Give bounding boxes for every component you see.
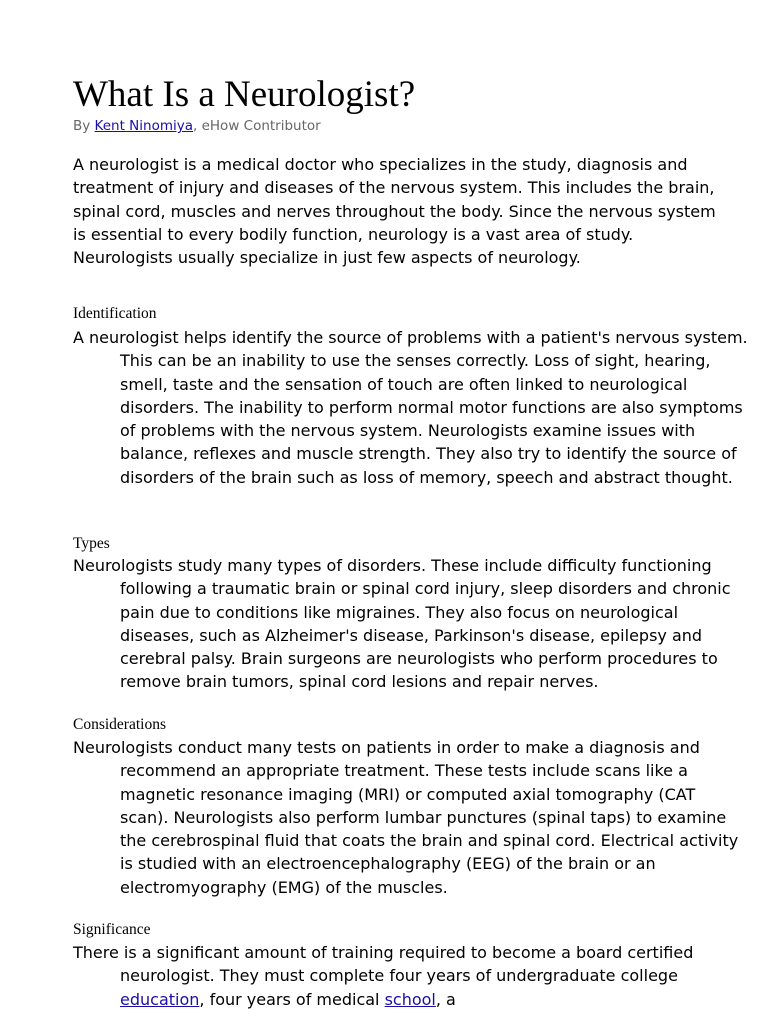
significance-text-2: , four years of medical <box>199 989 385 1009</box>
section-heading-identification: Identification <box>73 305 157 322</box>
section-body-identification: A neurologist helps identify the source of problems with a patient's nervous system. This can be an inability to use the senses correctly. Loss of sight, hearing, smell, taste and the sensation of touch are often linked to neurological disorders. The inability to perform normal motor functions are also symptoms of problems with the nervous system. Neurologists examine issues with balance, reflexes and muscle strength. They also try to identify the source of disorders of the brain such as loss of memory, speech and abstract thought. <box>73 328 748 487</box>
byline-prefix: By <box>73 118 95 134</box>
significance-text-1: There is a significant amount of training required to become a board certified neurologist. They must complete four years of undergraduate college <box>73 943 694 986</box>
intro-paragraph: A neurologist is a medical doctor who specializes in the study, diagnosis and treatment of injury and diseases of the nervous system. This includes the brain, spinal cord, muscles and nerves throughout the body. Since the nervous system is essential to every bodily function, neurology is a vast area of study. Neurologists usually specialize in just few aspects of neurology. <box>73 155 716 268</box>
section-heading-types: Types <box>73 535 110 552</box>
article-title: What Is a Neurologist? <box>73 74 416 115</box>
section-heading-considerations: Considerations <box>73 716 166 733</box>
section-body-types: Neurologists study many types of disorders. These include difficulty functioning following a traumatic brain or spinal cord injury, sleep disorders and chronic pain due to conditions like migraines. They also focus on neurological diseases, such as Alzheimer's disease, Parkinson's disease, epilepsy and cerebral palsy. Brain surgeons are neurologists who perform procedures to remove brain tumors, spinal cord lesions and repair nerves. <box>73 556 731 692</box>
byline-suffix: , eHow Contributor <box>193 118 321 134</box>
section-heading-significance: Significance <box>73 921 151 938</box>
section-body-considerations: Neurologists conduct many tests on patients in order to make a diagnosis and recommend an appropriate treatment. These tests include scans like a magnetic resonance imaging (MRI) or computed axial tomography (CAT scan). Neurologists also perform lumbar punctures (spinal taps) to examine the cerebrospinal fluid that coats the brain and spinal cord. Electrical activity is studied with an electroencephalography (EEG) of the brain or an electromyography (EMG) of the muscles. <box>73 738 739 897</box>
education-link[interactable]: education <box>120 989 200 1009</box>
school-link[interactable]: school <box>384 989 436 1009</box>
author-link[interactable]: Kent Ninomiya <box>94 118 194 134</box>
byline <box>73 116 321 136</box>
significance-text-3: , a <box>435 989 456 1009</box>
section-body-significance <box>73 941 748 1011</box>
